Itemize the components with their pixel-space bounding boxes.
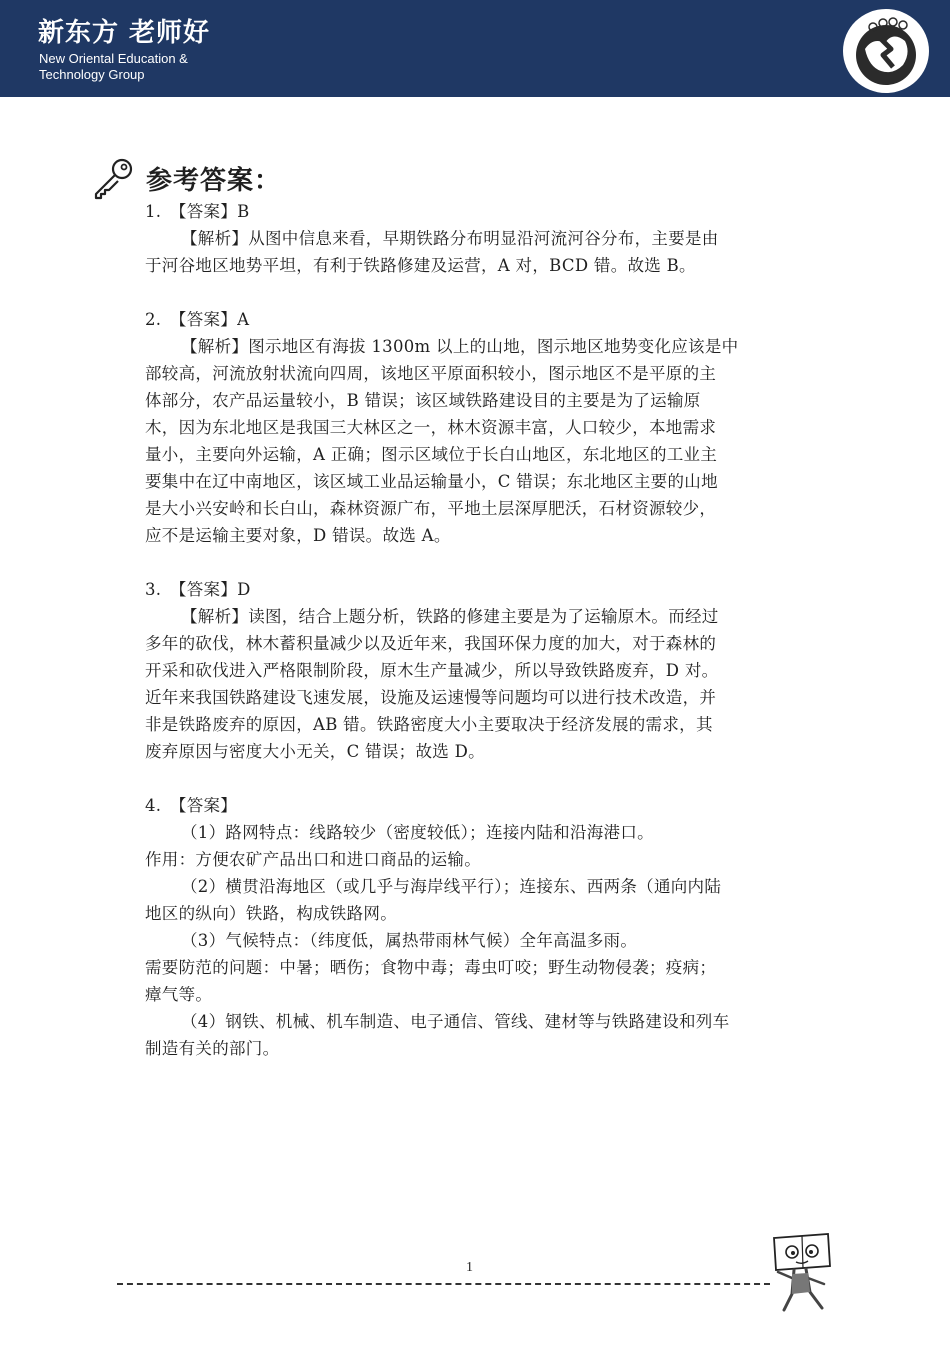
text-line: 制造有关的部门。 (145, 1039, 280, 1058)
text-line: 于河谷地区地势平坦，有利于铁路修建及运营，A 对，BCD 错。故选 B。 (145, 256, 696, 275)
text-line: 瘴气等。 (145, 985, 213, 1004)
text-line: 作用：方便农矿产品出口和进口商品的运输。 (145, 850, 481, 869)
text-line: （2）横贯沿海地区（或几乎与海岸线平行）；连接东、西两条（通向内陆 (181, 877, 722, 896)
text-line: 【解析】从图中信息来看，早期铁路分布明显沿河流河谷分布，主要是由 (181, 229, 719, 248)
text-line: （1）路网特点：线路较少（密度较低）；连接内陆和沿海港口。 (181, 823, 654, 842)
text-line: 近年来我国铁路建设飞速发展，设施及运速慢等问题均可以进行技术改造，并 (145, 688, 717, 707)
text-line: 开采和砍伐进入严格限制阶段，原木生产量减少，所以导致铁路废弃，D 对。 (145, 661, 719, 680)
text-line: 量小，主要向外运输，A 正确；图示区域位于长白山地区，东北地区的工业主 (145, 445, 718, 464)
footer-divider (117, 1283, 770, 1285)
paragraph-gap (145, 279, 805, 306)
text-line: 地区的纵向）铁路，构成铁路网。 (145, 904, 397, 923)
new-oriental-logo-icon (843, 9, 929, 93)
text-line: 4. 【答案】 (145, 796, 238, 815)
text-line: 非是铁路废弃的原因，AB 错。铁路密度大小主要取决于经济发展的需求，其 (145, 715, 713, 734)
text-line: （4）钢铁、机械、机车制造、电子通信、管线、建材等与铁路建设和列车 (181, 1012, 730, 1031)
text-line: 需要防范的问题：中暑；晒伤；食物中毒；毒虫叮咬；野生动物侵袭；疫病； (145, 958, 717, 977)
text-line: 1. 【答案】B (145, 202, 250, 221)
text-line: 废弃原因与密度大小无关，C 错误；故选 D。 (145, 742, 485, 761)
brand-name-chinese: 新东方 老师好 (38, 18, 211, 48)
paragraph-gap (145, 549, 805, 576)
text-line: 3. 【答案】D (145, 580, 251, 599)
brand-name-english-line2: Technology Group (39, 67, 145, 82)
text-line: 【解析】读图，结合上题分析，铁路的修建主要是为了运输原木。而经过 (181, 607, 719, 626)
text-line: （3）气候特点：（纬度低，属热带雨林气候）全年高温多雨。 (181, 931, 638, 950)
page-number: 1 (466, 1260, 473, 1275)
page-header (0, 0, 950, 97)
text-line: 是大小兴安岭和长白山，森林资源广布，平地土层深厚肥沃，石材资源较少， (145, 499, 717, 518)
text-line: 多年的砍伐，林木蓄积量减少以及近年来，我国环保力度的加大，对于森林的 (145, 634, 717, 653)
text-line: 部较高，河流放射状流向四周，该地区平原面积较小，图示地区不是平原的主 (145, 364, 717, 383)
text-line: 体部分，农产品运量较小，B 错误；该区域铁路建设目的主要是为了运输原 (145, 391, 701, 410)
brand-name-english-line1: New Oriental Education & (39, 51, 188, 66)
brand-name-english (39, 51, 239, 83)
key-icon (92, 156, 136, 204)
text-line: 木，因为东北地区是我国三大林区之一，林木资源丰富，人口较少，本地需求 (145, 418, 717, 437)
paragraph-gap (145, 765, 805, 792)
section-title: 参考答案： (146, 166, 282, 196)
text-line: 要集中在辽中南地区，该区域工业品运输量小，C 错误；东北地区主要的山地 (145, 472, 718, 491)
book-mascot-icon (768, 1232, 834, 1320)
text-line: 应不是运输主要对象，D 错误。故选 A。 (145, 526, 451, 545)
text-line: 2. 【答案】A (145, 310, 250, 329)
text-line: 【解析】图示地区有海拔 1300m 以上的山地，图示地区地势变化应该是中 (181, 337, 739, 356)
answer-content (145, 198, 805, 1062)
